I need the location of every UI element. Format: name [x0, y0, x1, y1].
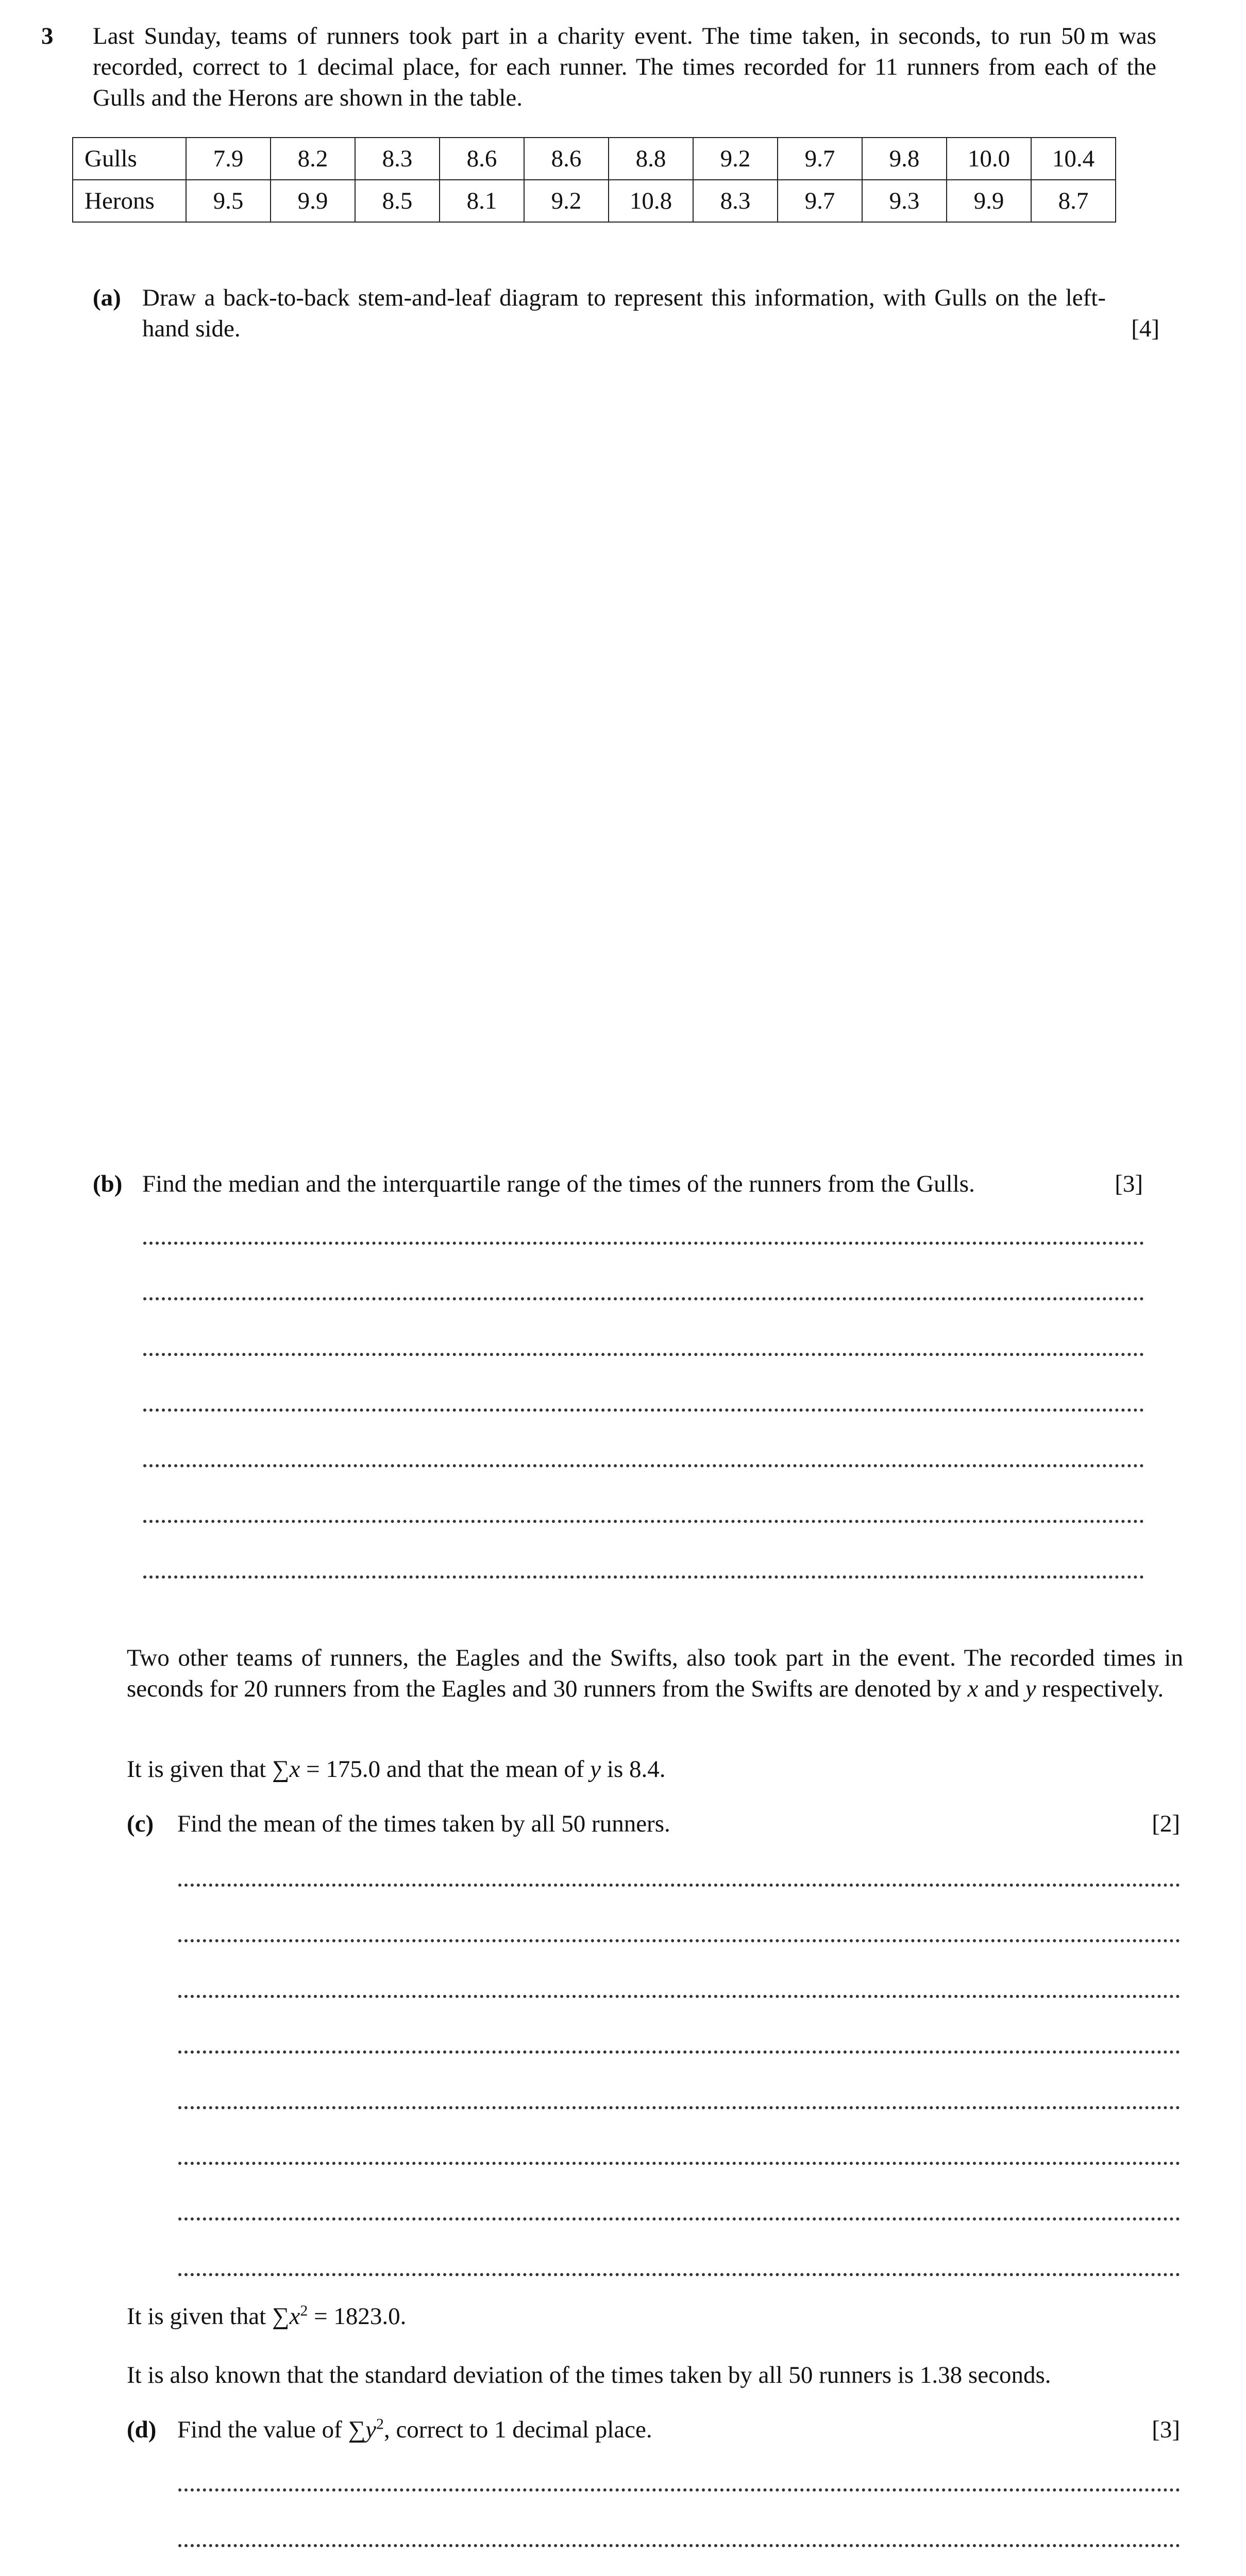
table-cell: 8.3: [693, 180, 778, 222]
answer-line-b-3[interactable]: [143, 1353, 1144, 1356]
table-cell: 9.8: [862, 138, 947, 180]
table-cell: 8.6: [524, 138, 609, 180]
answer-line-d-2[interactable]: [178, 2544, 1180, 2547]
answer-line-c-7[interactable]: [178, 2217, 1180, 2221]
given-sum-x2-rest: = 1823.0.: [308, 2303, 407, 2330]
given-sum-x: [127, 1754, 1183, 1785]
given-sum-x2: [127, 2301, 1106, 2332]
context-paragraph: [127, 1642, 1183, 1704]
table-cell: 9.9: [271, 180, 355, 222]
sum-x2-symbol: ∑x: [272, 2303, 300, 2330]
part-d-prefix: Find the value of: [177, 2416, 348, 2443]
table-cell: 7.9: [186, 138, 271, 180]
answer-line-d-1[interactable]: [178, 2488, 1180, 2492]
answer-line-c-2[interactable]: [178, 1939, 1180, 1942]
table-cell: 8.6: [440, 138, 524, 180]
table-cell: 10.4: [1031, 138, 1116, 180]
answer-line-c-1[interactable]: [178, 1884, 1180, 1887]
answer-line-c-8[interactable]: [178, 2273, 1180, 2276]
table-cell: 9.7: [778, 138, 862, 180]
given-sum-x2-prefix: It is given that: [127, 2303, 272, 2330]
sum-y2-power: 2: [376, 2415, 384, 2433]
part-a-marks: [4]: [1131, 315, 1159, 342]
table-row-label: Herons: [73, 180, 186, 222]
table-cell: 9.2: [524, 180, 609, 222]
part-d-marks: [3]: [1152, 2416, 1180, 2443]
table-cell: 9.2: [693, 138, 778, 180]
given-sum-x-prefix: It is given that: [127, 1756, 272, 1783]
table-cell: 10.0: [947, 138, 1031, 180]
answer-line-b-4[interactable]: [143, 1409, 1144, 1412]
answer-line-b-1[interactable]: [143, 1242, 1144, 1245]
times-table: [72, 137, 1116, 223]
stem-leaf-answer-space[interactable]: [142, 361, 1157, 1164]
part-d-text: [177, 2414, 1053, 2445]
table-cell: 9.3: [862, 180, 947, 222]
answer-line-c-3[interactable]: [178, 1995, 1180, 1998]
context-paragraph-text: Two other teams of runners, the Eagles and the Swifts, also took part in the event. The recorded times in seconds for 20 runners from the Eagles and 30 runners from the Swifts are denoted by x and y respectively.: [127, 1645, 1183, 1702]
table-cell: 8.2: [271, 138, 355, 180]
mean-y-variable: y: [590, 1756, 601, 1783]
table-cell: 8.7: [1031, 180, 1116, 222]
part-c-marks: [2]: [1152, 1810, 1180, 1837]
part-d-label: (d): [127, 2416, 157, 2443]
part-c-text: Find the mean of the times taken by all 50 runners.: [177, 1810, 670, 1837]
question-number: 3: [41, 23, 54, 49]
part-d-rest: , correct to 1 decimal place.: [383, 2416, 652, 2443]
answer-line-c-6[interactable]: [178, 2162, 1180, 2165]
sum-x-symbol: ∑x: [272, 1756, 300, 1783]
table-cell: 9.9: [947, 180, 1031, 222]
part-a-label: (a): [93, 284, 121, 311]
part-b-text: Find the median and the interquartile range of the times of the runners from the Gulls.: [142, 1171, 975, 1197]
table-row: [73, 138, 1116, 180]
table-cell: 9.5: [186, 180, 271, 222]
part-b-marks: [3]: [1115, 1171, 1143, 1197]
table-cell: 8.1: [440, 180, 524, 222]
answer-line-b-2[interactable]: [143, 1297, 1144, 1300]
std-dev-note: It is also known that the standard deviation of the times taken by all 50 runners is 1.38 seconds.: [127, 2362, 1051, 2388]
answer-line-c-4[interactable]: [178, 2050, 1180, 2054]
part-b-label: (b): [93, 1171, 123, 1197]
table-row-label: Gulls: [73, 138, 186, 180]
table-row: [73, 180, 1116, 222]
answer-line-b-6[interactable]: [143, 1520, 1144, 1523]
part-a-text: Draw a back-to-back stem-and-leaf diagram to represent this information, with Gulls on the left-hand side.: [142, 284, 1106, 342]
question-intro: Last Sunday, teams of runners took part in a charity event. The time taken, in seconds, to run 50 m was recorded, correct to 1 decimal place, for each runner. The times recorded for 11 runners from each of the Gulls and the Herons are shown in the table.: [93, 23, 1156, 111]
answer-line-b-5[interactable]: [143, 1464, 1144, 1467]
table-cell: 10.8: [609, 180, 693, 222]
part-c-label: (c): [127, 1810, 154, 1837]
table-cell: 9.7: [778, 180, 862, 222]
sum-y2-symbol: ∑y: [348, 2416, 376, 2443]
sum-x2-power: 2: [300, 2302, 308, 2319]
answer-line-b-7[interactable]: [143, 1575, 1144, 1579]
answer-line-c-5[interactable]: [178, 2106, 1180, 2109]
given-sum-x-end: is 8.4.: [601, 1756, 666, 1783]
table-cell: 8.8: [609, 138, 693, 180]
given-sum-x-rest: = 175.0 and that the mean of: [300, 1756, 591, 1783]
table-cell: 8.3: [355, 138, 440, 180]
table-cell: 8.5: [355, 180, 440, 222]
